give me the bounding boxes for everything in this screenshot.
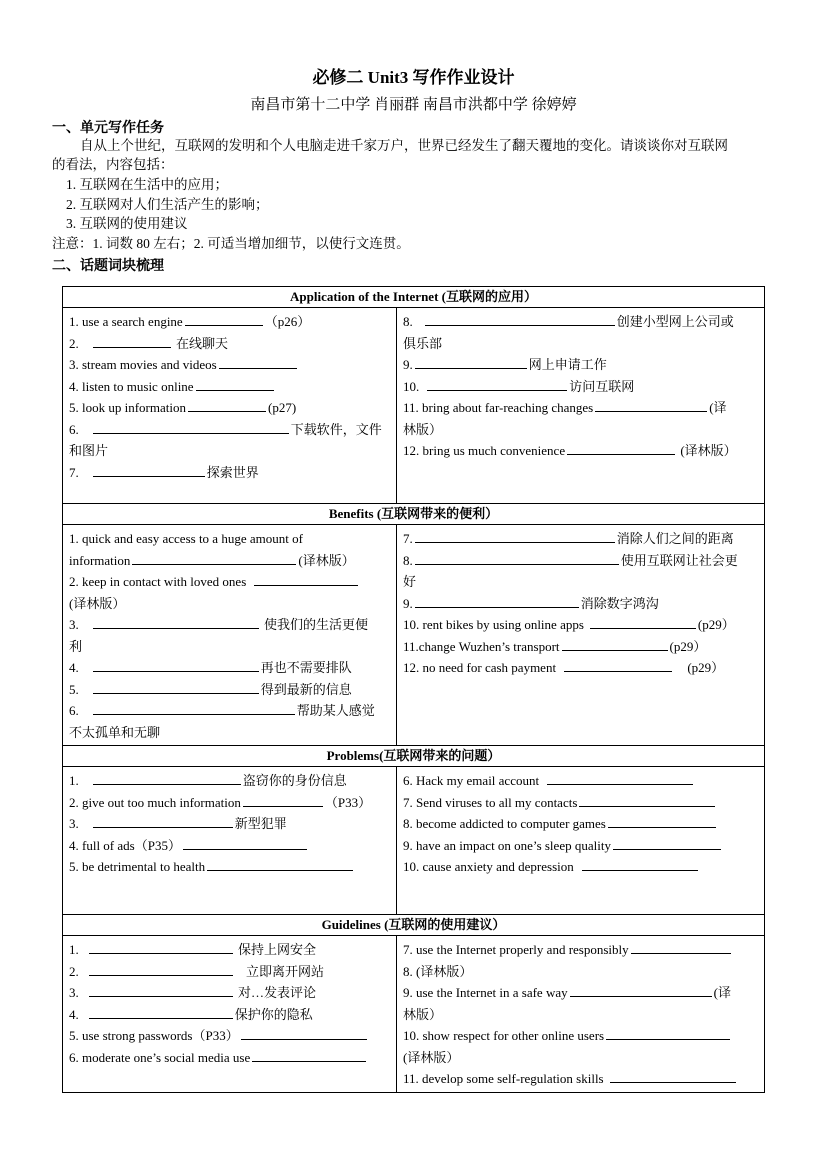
list-item: 9. 网上申请工作 [403, 354, 759, 376]
task-item: 2. 互联网对人们生活产生的影响； [66, 197, 269, 212]
authors: 南昌市第十二中学 肖丽群 南昌市洪都中学 徐婷婷 [250, 97, 577, 113]
list-item: 1. quick and easy access to a huge amount of [69, 531, 303, 546]
list-item: 8. 使用互联网让社会更 [403, 550, 759, 572]
list-item: 10. rent bikes by using online apps (p29） [403, 614, 759, 636]
list-item: 9. use the Internet in a safe way (译 [403, 982, 759, 1004]
list-item: 10. cause anxiety and depression [403, 856, 759, 878]
list-item: 8. become addicted to computer games [403, 813, 759, 835]
list-item: 不太孤单和无聊 [69, 724, 161, 740]
list-item: information (译林版） [69, 550, 391, 572]
benefits-header: Benefits (互联网带来的便利） [63, 504, 765, 525]
task-item: 1. 互联网在生活中的应用； [66, 177, 228, 192]
list-item: 和图片 [69, 443, 109, 458]
task-intro: 自从上个世纪，互联网的发明和个人电脑走进千家万户，世界已经发生了翻天覆地的变化。请谈谈你对互联网 [80, 138, 728, 153]
list-item: 2. keep in contact with loved ones [69, 571, 391, 593]
list-item: 9. 消除数字鸿沟 [403, 593, 759, 615]
list-item: 林版） [403, 421, 443, 437]
task-note: 注意：1. 词数 80 左右；2. 可适当增加细节，以使行文连贯。 [52, 236, 410, 251]
list-item: 4. full of ads（P35） [69, 835, 391, 857]
list-item: 7. use the Internet properly and responsibly [403, 939, 759, 961]
list-item: 好 [403, 574, 417, 589]
list-item: 8. (译林版） [403, 963, 473, 979]
benefits-left-cell [63, 525, 397, 746]
list-item: 4. 保护你的隐私 [69, 1004, 391, 1026]
list-item: 10. show respect for other online users [403, 1025, 759, 1047]
section1-heading: 一、单元写作任务 [52, 121, 164, 136]
list-item: 1. 盗窃你的身份信息 [69, 770, 391, 792]
list-item: 6. Hack my email account [403, 770, 759, 792]
list-item: (译林版） [69, 595, 126, 611]
list-item: 12. no need for cash payment (p29） [403, 657, 759, 679]
problems-header: Problems(互联网带来的问题） [63, 746, 765, 767]
list-item: 7. Send viruses to all my contacts [403, 792, 759, 814]
application-header: Application of the Internet (互联网的应用） [63, 287, 765, 308]
list-item: 1. use a search engine （p26） [69, 311, 391, 333]
section2-heading: 二、话题词块梳理 [52, 259, 164, 274]
vocabulary-table [62, 286, 765, 1093]
list-item: 3. stream movies and videos [69, 354, 391, 376]
guidelines-header: Guidelines (互联网的使用建议） [63, 915, 765, 936]
list-item: 5. be detrimental to health [69, 856, 391, 878]
task-item: 3. 互联网的使用建议 [66, 216, 188, 231]
list-item: 3. 对…发表评论 [69, 982, 391, 1004]
list-item: (译林版） [403, 1049, 460, 1065]
list-item: 5. use strong passwords（P33） [69, 1025, 391, 1047]
list-item: 7. 消除人们之间的距离 [403, 528, 759, 550]
list-item: 4. 再也不需要排队 [69, 657, 391, 679]
list-item: 11. bring about far-reaching changes (译 [403, 397, 759, 419]
problems-right-cell [397, 767, 765, 915]
list-item: 5. look up information (p27) [69, 397, 391, 419]
list-item: 7. 探索世界 [69, 462, 391, 484]
application-right-cell [397, 308, 765, 504]
benefits-right-cell [397, 525, 765, 746]
list-item: 2. 在线聊天 [69, 333, 391, 355]
list-item: 3. 新型犯罪 [69, 813, 391, 835]
guidelines-right-cell [397, 936, 765, 1093]
application-left-cell [63, 308, 397, 504]
task-intro-cont: 的看法，内容包括： [52, 157, 174, 172]
list-item: 6. 下载软件，文件 [69, 419, 391, 441]
list-item: 10. 访问互联网 [403, 376, 759, 398]
list-item: 4. listen to music online [69, 376, 391, 398]
guidelines-left-cell [63, 936, 397, 1093]
list-item: 利 [69, 638, 83, 654]
list-item: 3. 使我们的生活更便 [69, 614, 391, 636]
list-item: 俱乐部 [403, 335, 443, 351]
list-item: 5. 得到最新的信息 [69, 679, 391, 701]
page-title: 必修二 Unit3 写作作业设计 [312, 68, 515, 87]
list-item: 6. 帮助某人感觉 [69, 700, 391, 722]
list-item: 12. bring us much convenience (译林版） [403, 440, 759, 462]
list-item: 1. 保持上网安全 [69, 939, 391, 961]
list-item: 2. give out too much information （P33） [69, 792, 391, 814]
list-item: 8. 创建小型网上公司或 [403, 311, 759, 333]
list-item: 2. 立即离开网站 [69, 961, 391, 983]
list-item: 9. have an impact on one’s sleep quality [403, 835, 759, 857]
list-item: 11. develop some self-regulation skills [403, 1068, 759, 1090]
list-item: 6. moderate one’s social media use [69, 1047, 391, 1069]
list-item: 11.change Wuzhen’s transport (p29） [403, 636, 759, 658]
problems-left-cell [63, 767, 397, 915]
list-item: 林版） [403, 1006, 443, 1022]
